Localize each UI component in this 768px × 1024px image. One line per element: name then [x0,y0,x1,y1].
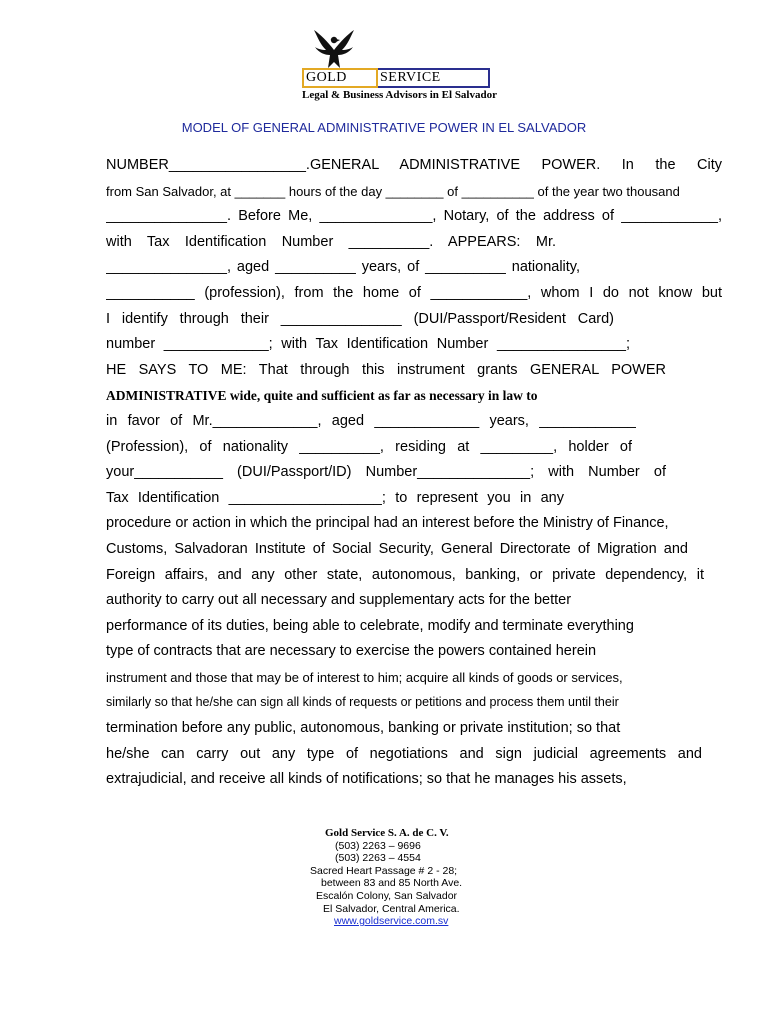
body-line: HE SAYS TO ME: That through this instrument grants GENERAL POWER [106,361,666,378]
body-line: ___________ (profession), from the home of ____________, whom I do not know but [106,284,722,301]
footer-company-name: Gold Service S. A. de C. V. [325,827,449,839]
body-line: with Tax Identification Number __________. APPEARS: Mr. [106,233,556,250]
eagle-icon [310,28,358,70]
document-body [106,153,722,793]
body-line: in favor of Mr._____________, aged _____________ years, ____________ [106,412,636,429]
body-line: NUMBER_________________.GENERAL ADMINISTRATIVE POWER. In the City [106,157,722,173]
body-line: extrajudicial, and receive all kinds of notifications; so that he manages his assets, [106,771,627,788]
body-line: Tax Identification ___________________; to represent you in any [106,489,564,506]
footer-address: El Salvador, Central America. [323,902,460,915]
company-logo [302,28,497,106]
body-line: ADMINISTRATIVE wide, quite and sufficient as far as necessary in law to [106,388,538,404]
body-line: type of contracts that are necessary to exercise the powers contained herein [106,643,597,660]
body-line: instrument and those that may be of interest to him; acquire all kinds of goods or services, [106,669,623,685]
body-line: Foreign affairs, and any other state, autonomous, banking, or private dependency, it [106,566,704,583]
logo-tagline: Legal & Business Advisors in El Salvador [302,89,497,101]
footer-website-link[interactable]: www.goldservice.com.sv [334,915,449,928]
body-line: performance of its duties, being able to celebrate, modify and terminate everything [106,617,634,634]
body-line: I identify through their _______________ (DUI/Passport/Resident Card) [106,310,614,327]
body-line: authority to carry out all necessary and supplementary acts for the better [106,592,572,609]
body-line: procedure or action in which the principal had an interest before the Ministry of Finance, [106,515,669,532]
footer-address: between 83 and 85 North Ave. [321,877,463,890]
footer-phone: (503) 2263 – 9696 [335,839,421,852]
document-title: MODEL OF GENERAL ADMINISTRATIVE POWER IN EL SALVADOR [181,120,587,135]
body-line: (Profession), of nationality __________, residing at _________, holder of [106,438,632,455]
body-line: termination before any public, autonomous, banking or private institution; so that [106,720,621,737]
body-line: _______________, aged __________ years, of __________ nationality, [106,259,580,276]
body-line: he/she can carry out any type of negotiations and sign judicial agreements and [106,745,702,762]
body-line: Customs, Salvadoran Institute of Social Security, General Directorate of Migration and [106,540,688,557]
footer-phone: (503) 2263 – 4554 [335,852,421,865]
footer-address: Escalón Colony, San Salvador [316,889,458,902]
logo-word-gold: GOLD [306,70,347,85]
logo-word-service: SERVICE [380,70,441,85]
body-line: number _____________; with Tax Identification Number ________________; [106,336,630,353]
body-line: similarly so that he/she can sign all kinds of requests or petitions and process them until their [106,695,619,710]
body-line: _______________. Before Me, ______________, Notary, of the address of ____________, [106,208,722,225]
body-line: your___________ (DUI/Passport/ID) Number______________; with Number of [106,464,666,481]
body-line: from San Salvador, at _______ hours of the day ________ of __________ of the year two thousand [106,183,680,199]
footer-website-line [334,915,768,928]
footer-address: Sacred Heart Passage # 2 - 28; [310,864,458,877]
company-footer [0,827,768,928]
